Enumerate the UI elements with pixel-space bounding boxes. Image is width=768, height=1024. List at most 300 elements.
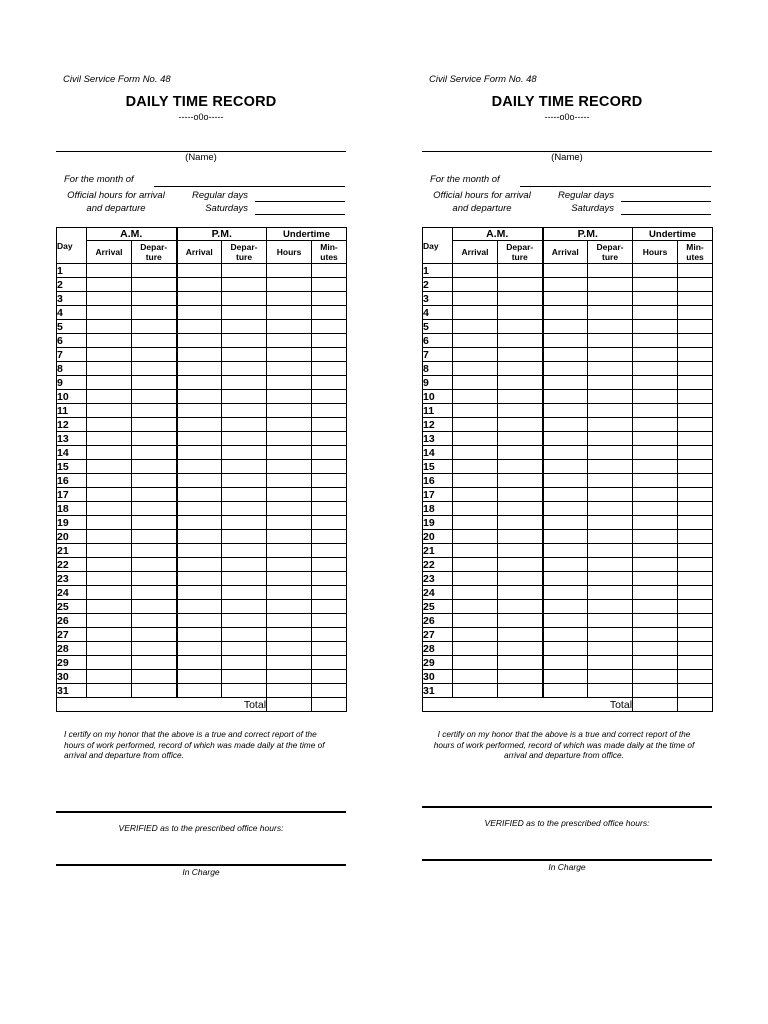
am-arrival-cell[interactable] [87,432,132,446]
undertime-minutes-cell[interactable] [678,656,713,670]
am-departure-cell[interactable] [498,404,543,418]
undertime-hours-cell[interactable] [267,334,312,348]
pm-arrival-cell[interactable] [177,530,222,544]
am-departure-cell[interactable] [132,586,177,600]
pm-arrival-cell[interactable] [177,292,222,306]
am-departure-cell[interactable] [132,502,177,516]
pm-arrival-cell[interactable] [543,502,588,516]
in-charge-signature-line[interactable] [56,864,346,866]
undertime-minutes-cell[interactable] [312,530,347,544]
undertime-minutes-cell[interactable] [312,418,347,432]
am-arrival-cell[interactable] [87,376,132,390]
am-arrival-cell[interactable] [87,628,132,642]
am-departure-cell[interactable] [132,390,177,404]
am-arrival-cell[interactable] [453,502,498,516]
am-departure-cell[interactable] [498,558,543,572]
pm-departure-cell[interactable] [588,684,633,698]
undertime-hours-cell[interactable] [633,642,678,656]
am-departure-cell[interactable] [132,418,177,432]
am-arrival-cell[interactable] [453,474,498,488]
pm-departure-cell[interactable] [588,348,633,362]
undertime-minutes-cell[interactable] [312,460,347,474]
pm-departure-cell[interactable] [588,474,633,488]
pm-arrival-cell[interactable] [177,460,222,474]
pm-departure-cell[interactable] [588,362,633,376]
pm-departure-cell[interactable] [222,474,267,488]
am-departure-cell[interactable] [498,502,543,516]
pm-departure-cell[interactable] [222,320,267,334]
pm-departure-cell[interactable] [222,404,267,418]
pm-arrival-cell[interactable] [543,670,588,684]
undertime-minutes-cell[interactable] [678,306,713,320]
pm-departure-cell[interactable] [222,656,267,670]
undertime-hours-cell[interactable] [633,684,678,698]
undertime-minutes-cell[interactable] [312,446,347,460]
am-departure-cell[interactable] [132,642,177,656]
undertime-hours-cell[interactable] [633,474,678,488]
pm-departure-cell[interactable] [222,278,267,292]
pm-departure-cell[interactable] [588,376,633,390]
pm-departure-cell[interactable] [588,418,633,432]
am-departure-cell[interactable] [498,544,543,558]
pm-arrival-cell[interactable] [177,642,222,656]
pm-arrival-cell[interactable] [543,488,588,502]
undertime-minutes-cell[interactable] [312,600,347,614]
am-arrival-cell[interactable] [453,670,498,684]
pm-departure-cell[interactable] [222,530,267,544]
pm-departure-cell[interactable] [588,502,633,516]
undertime-minutes-cell[interactable] [312,432,347,446]
pm-arrival-cell[interactable] [543,376,588,390]
am-arrival-cell[interactable] [87,558,132,572]
pm-departure-cell[interactable] [222,264,267,278]
am-departure-cell[interactable] [132,670,177,684]
pm-arrival-cell[interactable] [543,432,588,446]
undertime-hours-cell[interactable] [633,376,678,390]
am-departure-cell[interactable] [132,614,177,628]
undertime-hours-cell[interactable] [633,418,678,432]
am-arrival-cell[interactable] [87,530,132,544]
am-departure-cell[interactable] [498,460,543,474]
undertime-minutes-cell[interactable] [678,558,713,572]
am-arrival-cell[interactable] [453,460,498,474]
pm-departure-cell[interactable] [588,628,633,642]
undertime-hours-cell[interactable] [633,404,678,418]
pm-departure-cell[interactable] [222,292,267,306]
am-arrival-cell[interactable] [87,362,132,376]
pm-arrival-cell[interactable] [543,558,588,572]
am-arrival-cell[interactable] [453,306,498,320]
am-departure-cell[interactable] [132,558,177,572]
pm-departure-cell[interactable] [222,432,267,446]
undertime-minutes-cell[interactable] [312,544,347,558]
pm-arrival-cell[interactable] [177,418,222,432]
pm-arrival-cell[interactable] [177,306,222,320]
am-departure-cell[interactable] [132,628,177,642]
total-minutes-cell[interactable] [678,698,713,712]
pm-arrival-cell[interactable] [177,446,222,460]
undertime-minutes-cell[interactable] [678,488,713,502]
undertime-minutes-cell[interactable] [312,586,347,600]
undertime-hours-cell[interactable] [267,306,312,320]
am-arrival-cell[interactable] [453,544,498,558]
pm-arrival-cell[interactable] [543,264,588,278]
undertime-hours-cell[interactable] [633,278,678,292]
am-arrival-cell[interactable] [453,558,498,572]
am-arrival-cell[interactable] [87,278,132,292]
am-departure-cell[interactable] [498,600,543,614]
undertime-hours-cell[interactable] [267,348,312,362]
undertime-minutes-cell[interactable] [312,334,347,348]
pm-departure-cell[interactable] [588,558,633,572]
pm-arrival-cell[interactable] [543,404,588,418]
am-arrival-cell[interactable] [87,488,132,502]
undertime-minutes-cell[interactable] [678,362,713,376]
pm-arrival-cell[interactable] [543,684,588,698]
undertime-minutes-cell[interactable] [312,558,347,572]
undertime-hours-cell[interactable] [633,334,678,348]
undertime-hours-cell[interactable] [633,572,678,586]
total-hours-cell[interactable] [267,698,312,712]
am-departure-cell[interactable] [498,474,543,488]
pm-arrival-cell[interactable] [177,278,222,292]
undertime-minutes-cell[interactable] [312,376,347,390]
undertime-hours-cell[interactable] [633,656,678,670]
am-departure-cell[interactable] [132,376,177,390]
am-departure-cell[interactable] [498,530,543,544]
pm-arrival-cell[interactable] [543,446,588,460]
undertime-minutes-cell[interactable] [678,334,713,348]
undertime-hours-cell[interactable] [633,362,678,376]
am-departure-cell[interactable] [498,362,543,376]
am-arrival-cell[interactable] [87,446,132,460]
pm-departure-cell[interactable] [588,432,633,446]
pm-departure-cell[interactable] [588,334,633,348]
undertime-hours-cell[interactable] [267,278,312,292]
undertime-minutes-cell[interactable] [678,670,713,684]
undertime-minutes-cell[interactable] [312,348,347,362]
am-departure-cell[interactable] [132,600,177,614]
pm-departure-cell[interactable] [588,600,633,614]
undertime-hours-cell[interactable] [633,446,678,460]
undertime-hours-cell[interactable] [267,656,312,670]
total-minutes-cell[interactable] [312,698,347,712]
undertime-minutes-cell[interactable] [312,656,347,670]
pm-arrival-cell[interactable] [177,404,222,418]
pm-departure-cell[interactable] [588,460,633,474]
pm-arrival-cell[interactable] [543,474,588,488]
pm-arrival-cell[interactable] [543,516,588,530]
undertime-hours-cell[interactable] [633,544,678,558]
pm-departure-cell[interactable] [588,306,633,320]
pm-arrival-cell[interactable] [177,614,222,628]
undertime-hours-cell[interactable] [267,558,312,572]
am-arrival-cell[interactable] [453,390,498,404]
am-departure-cell[interactable] [132,362,177,376]
am-departure-cell[interactable] [132,460,177,474]
am-arrival-cell[interactable] [87,656,132,670]
pm-arrival-cell[interactable] [177,502,222,516]
am-arrival-cell[interactable] [87,600,132,614]
undertime-minutes-cell[interactable] [678,642,713,656]
am-departure-cell[interactable] [132,684,177,698]
pm-arrival-cell[interactable] [543,642,588,656]
undertime-minutes-cell[interactable] [312,670,347,684]
undertime-minutes-cell[interactable] [312,390,347,404]
undertime-minutes-cell[interactable] [312,516,347,530]
undertime-minutes-cell[interactable] [678,502,713,516]
undertime-minutes-cell[interactable] [312,306,347,320]
pm-departure-cell[interactable] [222,418,267,432]
pm-departure-cell[interactable] [222,628,267,642]
undertime-minutes-cell[interactable] [312,292,347,306]
undertime-minutes-cell[interactable] [678,572,713,586]
undertime-minutes-cell[interactable] [312,614,347,628]
pm-departure-cell[interactable] [222,670,267,684]
undertime-minutes-cell[interactable] [678,348,713,362]
am-arrival-cell[interactable] [453,404,498,418]
am-departure-cell[interactable] [498,306,543,320]
am-departure-cell[interactable] [498,334,543,348]
am-departure-cell[interactable] [498,432,543,446]
undertime-hours-cell[interactable] [633,530,678,544]
undertime-minutes-cell[interactable] [678,278,713,292]
pm-arrival-cell[interactable] [177,376,222,390]
undertime-hours-cell[interactable] [267,418,312,432]
am-arrival-cell[interactable] [87,334,132,348]
am-arrival-cell[interactable] [87,474,132,488]
pm-departure-cell[interactable] [588,320,633,334]
pm-departure-cell[interactable] [222,614,267,628]
undertime-minutes-cell[interactable] [678,516,713,530]
undertime-hours-cell[interactable] [633,628,678,642]
month-field[interactable] [520,186,711,187]
pm-departure-cell[interactable] [588,670,633,684]
pm-departure-cell[interactable] [222,488,267,502]
undertime-minutes-cell[interactable] [312,642,347,656]
undertime-hours-cell[interactable] [633,292,678,306]
pm-departure-cell[interactable] [222,376,267,390]
pm-arrival-cell[interactable] [543,600,588,614]
regular-days-field[interactable] [621,201,711,202]
pm-departure-cell[interactable] [588,642,633,656]
undertime-minutes-cell[interactable] [678,418,713,432]
undertime-minutes-cell[interactable] [312,320,347,334]
undertime-minutes-cell[interactable] [312,684,347,698]
undertime-minutes-cell[interactable] [678,628,713,642]
undertime-hours-cell[interactable] [267,516,312,530]
undertime-hours-cell[interactable] [267,320,312,334]
pm-arrival-cell[interactable] [543,348,588,362]
pm-arrival-cell[interactable] [543,614,588,628]
undertime-hours-cell[interactable] [267,614,312,628]
am-arrival-cell[interactable] [453,530,498,544]
am-departure-cell[interactable] [132,446,177,460]
pm-arrival-cell[interactable] [177,586,222,600]
am-departure-cell[interactable] [498,628,543,642]
undertime-hours-cell[interactable] [633,614,678,628]
am-departure-cell[interactable] [498,320,543,334]
pm-arrival-cell[interactable] [543,628,588,642]
pm-departure-cell[interactable] [588,446,633,460]
pm-departure-cell[interactable] [588,544,633,558]
am-arrival-cell[interactable] [453,586,498,600]
am-arrival-cell[interactable] [453,628,498,642]
pm-departure-cell[interactable] [222,586,267,600]
pm-arrival-cell[interactable] [543,530,588,544]
pm-departure-cell[interactable] [222,684,267,698]
am-arrival-cell[interactable] [453,264,498,278]
am-departure-cell[interactable] [498,614,543,628]
am-arrival-cell[interactable] [453,376,498,390]
am-departure-cell[interactable] [132,348,177,362]
pm-arrival-cell[interactable] [177,320,222,334]
pm-departure-cell[interactable] [222,460,267,474]
pm-departure-cell[interactable] [222,390,267,404]
pm-arrival-cell[interactable] [177,488,222,502]
pm-arrival-cell[interactable] [177,572,222,586]
undertime-minutes-cell[interactable] [678,376,713,390]
am-departure-cell[interactable] [498,390,543,404]
am-arrival-cell[interactable] [453,432,498,446]
am-departure-cell[interactable] [498,670,543,684]
pm-arrival-cell[interactable] [543,320,588,334]
am-departure-cell[interactable] [132,432,177,446]
pm-arrival-cell[interactable] [543,362,588,376]
undertime-minutes-cell[interactable] [678,614,713,628]
undertime-hours-cell[interactable] [633,390,678,404]
pm-departure-cell[interactable] [222,348,267,362]
pm-departure-cell[interactable] [222,502,267,516]
undertime-hours-cell[interactable] [267,460,312,474]
am-arrival-cell[interactable] [453,362,498,376]
pm-departure-cell[interactable] [222,572,267,586]
am-departure-cell[interactable] [132,474,177,488]
undertime-hours-cell[interactable] [267,502,312,516]
am-arrival-cell[interactable] [87,404,132,418]
pm-arrival-cell[interactable] [543,390,588,404]
pm-arrival-cell[interactable] [177,544,222,558]
am-departure-cell[interactable] [498,586,543,600]
pm-arrival-cell[interactable] [177,558,222,572]
am-departure-cell[interactable] [132,292,177,306]
undertime-hours-cell[interactable] [267,264,312,278]
signature-line[interactable] [422,806,712,808]
am-arrival-cell[interactable] [453,334,498,348]
am-arrival-cell[interactable] [453,488,498,502]
am-departure-cell[interactable] [132,278,177,292]
pm-arrival-cell[interactable] [177,474,222,488]
am-departure-cell[interactable] [498,292,543,306]
undertime-hours-cell[interactable] [633,516,678,530]
pm-arrival-cell[interactable] [177,264,222,278]
pm-arrival-cell[interactable] [177,600,222,614]
undertime-minutes-cell[interactable] [678,684,713,698]
undertime-minutes-cell[interactable] [678,320,713,334]
am-departure-cell[interactable] [132,306,177,320]
am-arrival-cell[interactable] [87,348,132,362]
undertime-hours-cell[interactable] [267,376,312,390]
undertime-hours-cell[interactable] [633,488,678,502]
am-arrival-cell[interactable] [453,572,498,586]
pm-arrival-cell[interactable] [177,362,222,376]
am-arrival-cell[interactable] [87,502,132,516]
pm-arrival-cell[interactable] [177,656,222,670]
pm-arrival-cell[interactable] [543,572,588,586]
undertime-hours-cell[interactable] [267,530,312,544]
undertime-hours-cell[interactable] [633,558,678,572]
am-arrival-cell[interactable] [87,684,132,698]
pm-arrival-cell[interactable] [177,348,222,362]
am-departure-cell[interactable] [498,488,543,502]
am-arrival-cell[interactable] [453,600,498,614]
undertime-hours-cell[interactable] [267,488,312,502]
pm-departure-cell[interactable] [588,614,633,628]
undertime-minutes-cell[interactable] [678,264,713,278]
pm-departure-cell[interactable] [222,544,267,558]
pm-arrival-cell[interactable] [177,670,222,684]
am-departure-cell[interactable] [498,264,543,278]
undertime-hours-cell[interactable] [267,684,312,698]
undertime-minutes-cell[interactable] [312,362,347,376]
pm-departure-cell[interactable] [222,446,267,460]
undertime-hours-cell[interactable] [633,320,678,334]
pm-arrival-cell[interactable] [543,656,588,670]
undertime-minutes-cell[interactable] [678,544,713,558]
pm-departure-cell[interactable] [588,390,633,404]
month-field[interactable] [154,186,345,187]
pm-arrival-cell[interactable] [543,278,588,292]
am-arrival-cell[interactable] [87,306,132,320]
undertime-minutes-cell[interactable] [678,474,713,488]
am-departure-cell[interactable] [498,642,543,656]
am-departure-cell[interactable] [498,278,543,292]
am-departure-cell[interactable] [498,376,543,390]
am-departure-cell[interactable] [132,656,177,670]
undertime-hours-cell[interactable] [267,628,312,642]
undertime-hours-cell[interactable] [267,432,312,446]
am-arrival-cell[interactable] [87,390,132,404]
undertime-hours-cell[interactable] [633,432,678,446]
am-departure-cell[interactable] [498,516,543,530]
am-arrival-cell[interactable] [87,418,132,432]
pm-arrival-cell[interactable] [177,390,222,404]
pm-arrival-cell[interactable] [177,628,222,642]
am-departure-cell[interactable] [498,572,543,586]
pm-arrival-cell[interactable] [177,516,222,530]
undertime-minutes-cell[interactable] [678,292,713,306]
undertime-minutes-cell[interactable] [312,278,347,292]
am-departure-cell[interactable] [498,684,543,698]
am-arrival-cell[interactable] [87,516,132,530]
am-departure-cell[interactable] [132,572,177,586]
undertime-minutes-cell[interactable] [312,628,347,642]
undertime-minutes-cell[interactable] [678,530,713,544]
am-arrival-cell[interactable] [453,418,498,432]
pm-arrival-cell[interactable] [543,306,588,320]
undertime-hours-cell[interactable] [267,544,312,558]
pm-arrival-cell[interactable] [543,586,588,600]
am-arrival-cell[interactable] [453,614,498,628]
am-departure-cell[interactable] [498,348,543,362]
am-arrival-cell[interactable] [87,642,132,656]
pm-departure-cell[interactable] [222,362,267,376]
undertime-minutes-cell[interactable] [312,404,347,418]
undertime-minutes-cell[interactable] [312,264,347,278]
undertime-hours-cell[interactable] [267,404,312,418]
pm-departure-cell[interactable] [588,292,633,306]
am-arrival-cell[interactable] [87,320,132,334]
